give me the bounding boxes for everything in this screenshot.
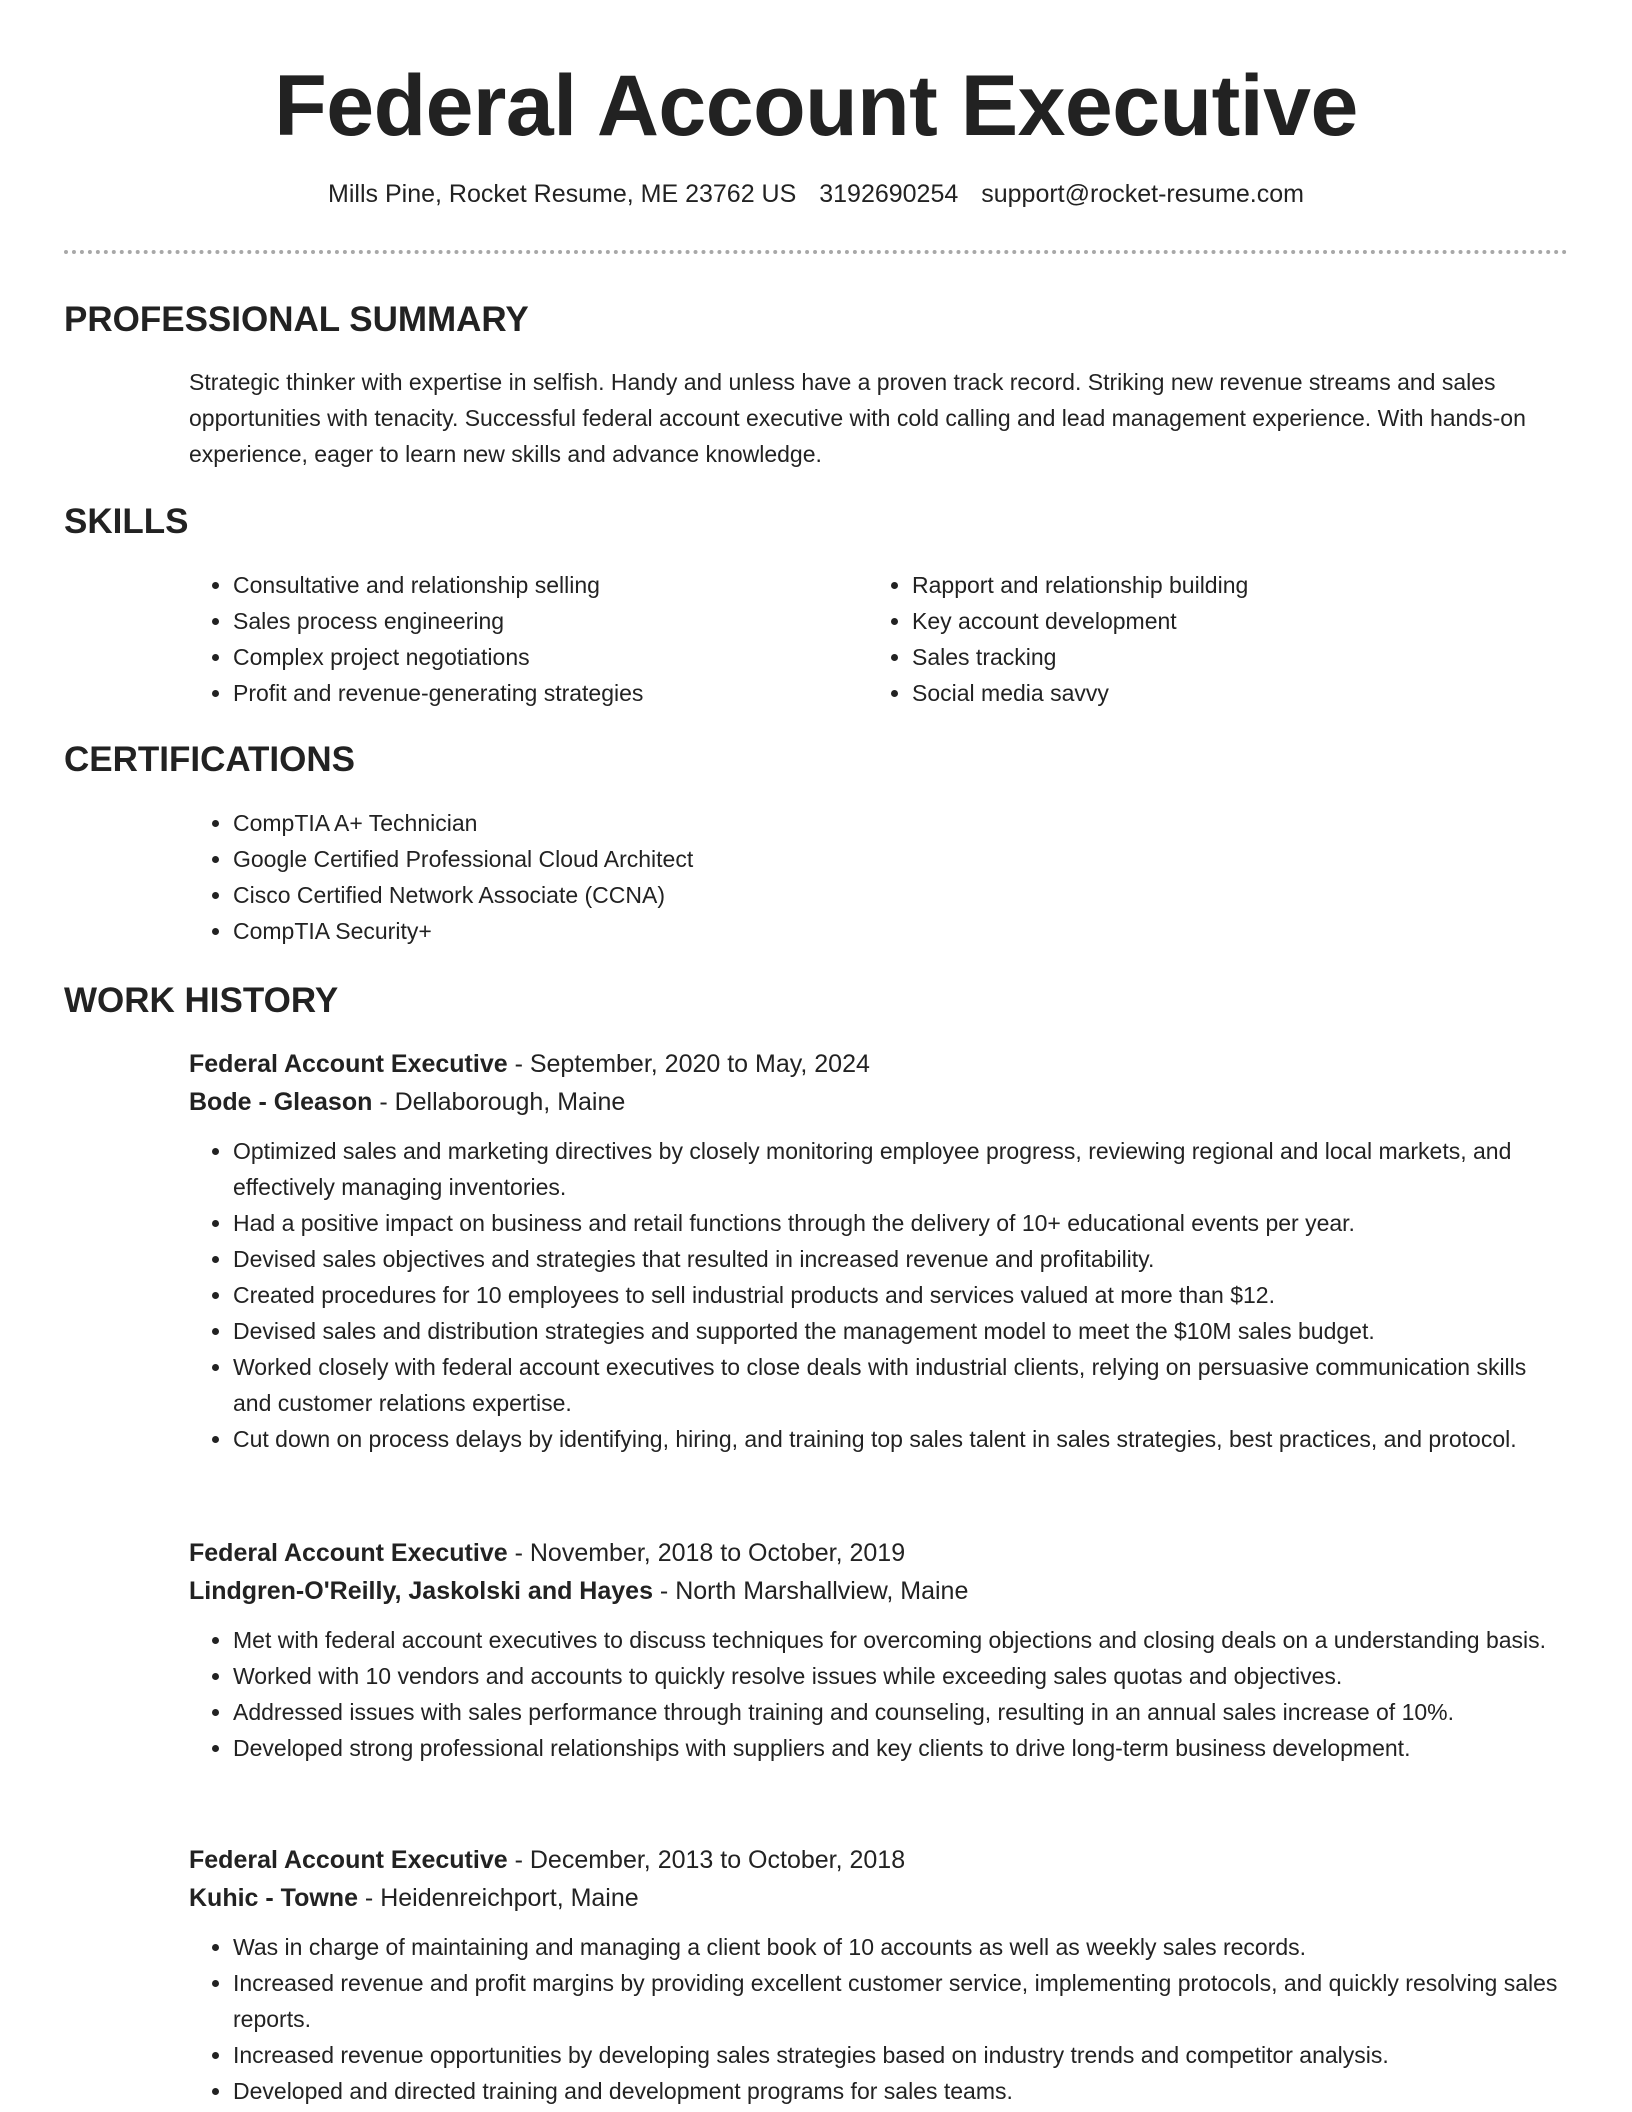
skill-item: • Profit and revenue-generating strategies <box>233 675 829 711</box>
job-bullets <box>189 1929 1569 2109</box>
skills-column-left <box>189 567 829 711</box>
job-bullets <box>189 1133 1569 1457</box>
job-title-line <box>189 1045 1569 1083</box>
certifications-list <box>189 805 1089 949</box>
job-location: - North Marshallview, Maine <box>652 1577 969 1605</box>
header-divider <box>64 250 1568 254</box>
skill-item: • Sales tracking <box>912 639 1508 675</box>
job-location: - Dellaborough, Maine <box>372 1088 626 1116</box>
skill-item: • Sales process engineering <box>233 603 829 639</box>
job-dates: - September, 2020 to May, 2024 <box>507 1050 870 1078</box>
job-role: Federal Account Executive <box>189 1050 508 1078</box>
certification-item: • CompTIA Security+ <box>233 913 1089 949</box>
skills-column-right <box>868 567 1508 711</box>
skill-item: • Rapport and relationship building <box>912 567 1508 603</box>
skills-heading: SKILLS <box>64 502 189 541</box>
job-bullet: • Met with federal account executives to discuss techniques for overcoming objections and closing deals on a understanding basis. <box>233 1622 1569 1658</box>
job-company: Lindgren-O'Reilly, Jaskolski and Hayes <box>189 1577 653 1605</box>
resume-name: Federal Account Executive <box>274 58 1358 154</box>
job-entry <box>189 1045 1569 1457</box>
job-entry <box>189 1841 1569 2109</box>
job-bullet: • Developed and directed training and development programs for sales teams. <box>233 2073 1569 2109</box>
certifications-heading: CERTIFICATIONS <box>64 740 356 779</box>
job-bullet: • Devised sales objectives and strategies that resulted in increased revenue and profitability. <box>233 1241 1569 1277</box>
contact-address: Mills Pine, Rocket Resume, ME 23762 US <box>328 180 797 208</box>
job-bullets <box>189 1622 1569 1766</box>
job-bullet: • Devised sales and distribution strategies and supported the management model to meet the $10M sales budget. <box>233 1313 1569 1349</box>
contact-phone: 3192690254 <box>819 180 959 208</box>
skill-item: • Complex project negotiations <box>233 639 829 675</box>
job-title-line <box>189 1534 1569 1572</box>
job-company-line <box>189 1083 1569 1121</box>
job-entry <box>189 1534 1569 1766</box>
contact-line <box>0 179 1632 209</box>
job-role: Federal Account Executive <box>189 1846 508 1874</box>
job-company-line <box>189 1572 1569 1610</box>
job-bullet: • Optimized sales and marketing directives by closely monitoring employee progress, reviewing regional and local markets, and effectively managing inventories. <box>233 1133 1569 1205</box>
job-bullet: • Cut down on process delays by identifying, hiring, and training top sales talent in sales strategies, best practices, and protocol. <box>233 1421 1569 1457</box>
work-history-heading: WORK HISTORY <box>64 981 339 1020</box>
skill-item: • Consultative and relationship selling <box>233 567 829 603</box>
job-bullet: • Worked closely with federal account executives to close deals with industrial clients, relying on persuasive communication skills and customer relations expertise. <box>233 1349 1569 1421</box>
job-company-line <box>189 1879 1569 1917</box>
contact-email: support@rocket-resume.com <box>981 180 1304 208</box>
certification-item: • Google Certified Professional Cloud Architect <box>233 841 1089 877</box>
job-bullet: • Created procedures for 10 employees to sell industrial products and services valued at more than $12. <box>233 1277 1569 1313</box>
job-company: Bode - Gleason <box>189 1088 373 1116</box>
job-company: Kuhic - Towne <box>189 1884 358 1912</box>
job-bullet: • Was in charge of maintaining and managing a client book of 10 accounts as well as weekly sales records. <box>233 1929 1569 1965</box>
job-bullet: • Worked with 10 vendors and accounts to quickly resolve issues while exceeding sales quotas and objectives. <box>233 1658 1569 1694</box>
certification-item: • Cisco Certified Network Associate (CCNA) <box>233 877 1089 913</box>
job-bullet: • Increased revenue opportunities by developing sales strategies based on industry trends and competitor analysis. <box>233 2037 1569 2073</box>
job-location: - Heidenreichport, Maine <box>357 1884 639 1912</box>
summary-text: Strategic thinker with expertise in selfish. Handy and unless have a proven track record. Striking new revenue streams and sales opportunities with tenacity. Successful federal account executive with cold calling and lead management experience. With hands-on experience, eager to learn new skills and advance knowledge. <box>189 369 1526 467</box>
job-bullet: • Had a positive impact on business and retail functions through the delivery of 10+ educational events per year. <box>233 1205 1569 1241</box>
skill-item: • Key account development <box>912 603 1508 639</box>
job-bullet: • Addressed issues with sales performance through training and counseling, resulting in an annual sales increase of 10%. <box>233 1694 1569 1730</box>
job-role: Federal Account Executive <box>189 1539 508 1567</box>
job-bullet: • Increased revenue and profit margins by providing excellent customer service, implementing protocols, and quickly resolving sales reports. <box>233 1965 1569 2037</box>
summary-heading: PROFESSIONAL SUMMARY <box>64 300 529 339</box>
job-bullet: • Developed strong professional relationships with suppliers and key clients to drive long-term business development. <box>233 1730 1569 1766</box>
job-dates: - December, 2013 to October, 2018 <box>507 1846 906 1874</box>
job-dates: - November, 2018 to October, 2019 <box>507 1539 906 1567</box>
skill-item: • Social media savvy <box>912 675 1508 711</box>
job-title-line <box>189 1841 1569 1879</box>
certification-item: • CompTIA A+ Technician <box>233 805 1089 841</box>
